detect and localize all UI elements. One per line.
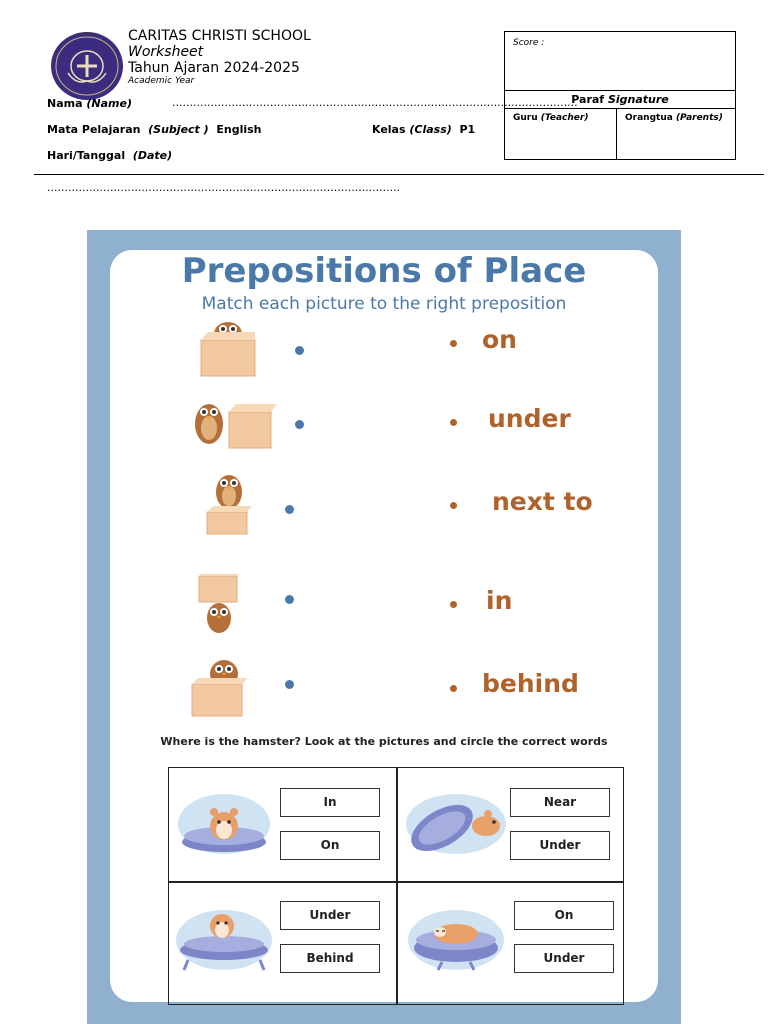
score-signature-box (504, 31, 736, 160)
date-label: Hari/Tanggal (47, 149, 126, 162)
hamster-sleeping-bowl-icon (406, 902, 506, 974)
preposition-under: under (488, 404, 571, 433)
name-label-id: Nama (47, 97, 83, 110)
date-input-line[interactable]: ..................................................................................................... (47, 181, 401, 194)
hamster-question: Where is the hamster? Look at the pictures and circle the correct words (160, 735, 608, 748)
date-label-en: (Date) (132, 149, 173, 162)
owl-under-box-icon (196, 574, 242, 636)
school-name: CARITAS CHRISTI SCHOOL (128, 28, 311, 44)
class-value: P1 (459, 123, 476, 136)
date-field (47, 149, 172, 162)
doc-type: Worksheet (128, 44, 204, 60)
worksheet-title: Prepositions of Place (181, 251, 587, 291)
option-on[interactable]: On (280, 831, 380, 860)
owl-next-to-box-icon (181, 396, 277, 450)
preposition-behind: behind (482, 669, 579, 698)
owl-behind-box-icon (190, 656, 250, 718)
school-info (128, 28, 311, 86)
class-label-en: (Class) (409, 123, 452, 136)
match-dot-right[interactable] (450, 502, 457, 509)
hamster-near-bowl-icon (404, 786, 508, 858)
teacher-label-en: (Teacher) (540, 113, 589, 123)
academic-year-en: Academic Year (128, 76, 195, 86)
preposition-in: in (486, 586, 513, 615)
hamster-on-bowl-icon (174, 902, 274, 974)
option-behind[interactable]: Behind (280, 944, 380, 973)
subject-value: English (216, 123, 262, 136)
match-dot-right[interactable] (450, 419, 457, 426)
owl-in-box-icon (198, 316, 260, 378)
worksheet-subtitle: Match each picture to the right preposition (201, 294, 567, 314)
subject-field (47, 123, 261, 136)
preposition-on: on (482, 325, 517, 354)
class-field (372, 123, 475, 136)
match-dot-right[interactable] (450, 340, 457, 347)
paraf-label: Paraf (571, 93, 605, 106)
preposition-next-to: next to (492, 487, 593, 516)
owl-on-box-icon (204, 472, 254, 536)
option-under[interactable]: Under (514, 944, 614, 973)
option-under[interactable]: Under (280, 901, 380, 930)
option-near[interactable]: Near (510, 788, 610, 817)
match-dot-left[interactable] (295, 420, 304, 429)
class-label: Kelas (372, 123, 406, 136)
school-logo-icon (50, 31, 124, 101)
match-dot-right[interactable] (450, 601, 457, 608)
grid-divider-vertical (396, 768, 398, 1004)
option-under[interactable]: Under (510, 831, 610, 860)
match-dot-left[interactable] (285, 595, 294, 604)
parents-signature-cell[interactable] (617, 109, 735, 160)
score-label: Score : (513, 38, 545, 48)
subject-label: Mata Pelajaran (47, 123, 141, 136)
option-on[interactable]: On (514, 901, 614, 930)
name-label (47, 97, 132, 110)
option-in[interactable]: In (280, 788, 380, 817)
teacher-label: Guru (513, 113, 538, 123)
parents-label: Orangtua (625, 113, 673, 123)
name-input-line[interactable]: .................................................................................................................... (172, 96, 578, 109)
signature-label: Signature (607, 93, 669, 106)
paraf-signature-row (505, 90, 735, 109)
subject-label-en: (Subject ) (148, 123, 209, 136)
match-dot-left[interactable] (295, 346, 304, 355)
hamster-in-bowl-icon (176, 786, 272, 858)
match-dot-right[interactable] (450, 685, 457, 692)
match-dot-left[interactable] (285, 680, 294, 689)
parents-label-en: (Parents) (675, 113, 723, 123)
match-dot-left[interactable] (285, 505, 294, 514)
grid-divider-horizontal (169, 881, 623, 883)
header-divider (34, 174, 764, 175)
academic-year: Tahun Ajaran 2024-2025 (128, 60, 300, 76)
teacher-signature-cell[interactable] (505, 109, 617, 160)
name-label-en: (Name) (86, 97, 132, 110)
